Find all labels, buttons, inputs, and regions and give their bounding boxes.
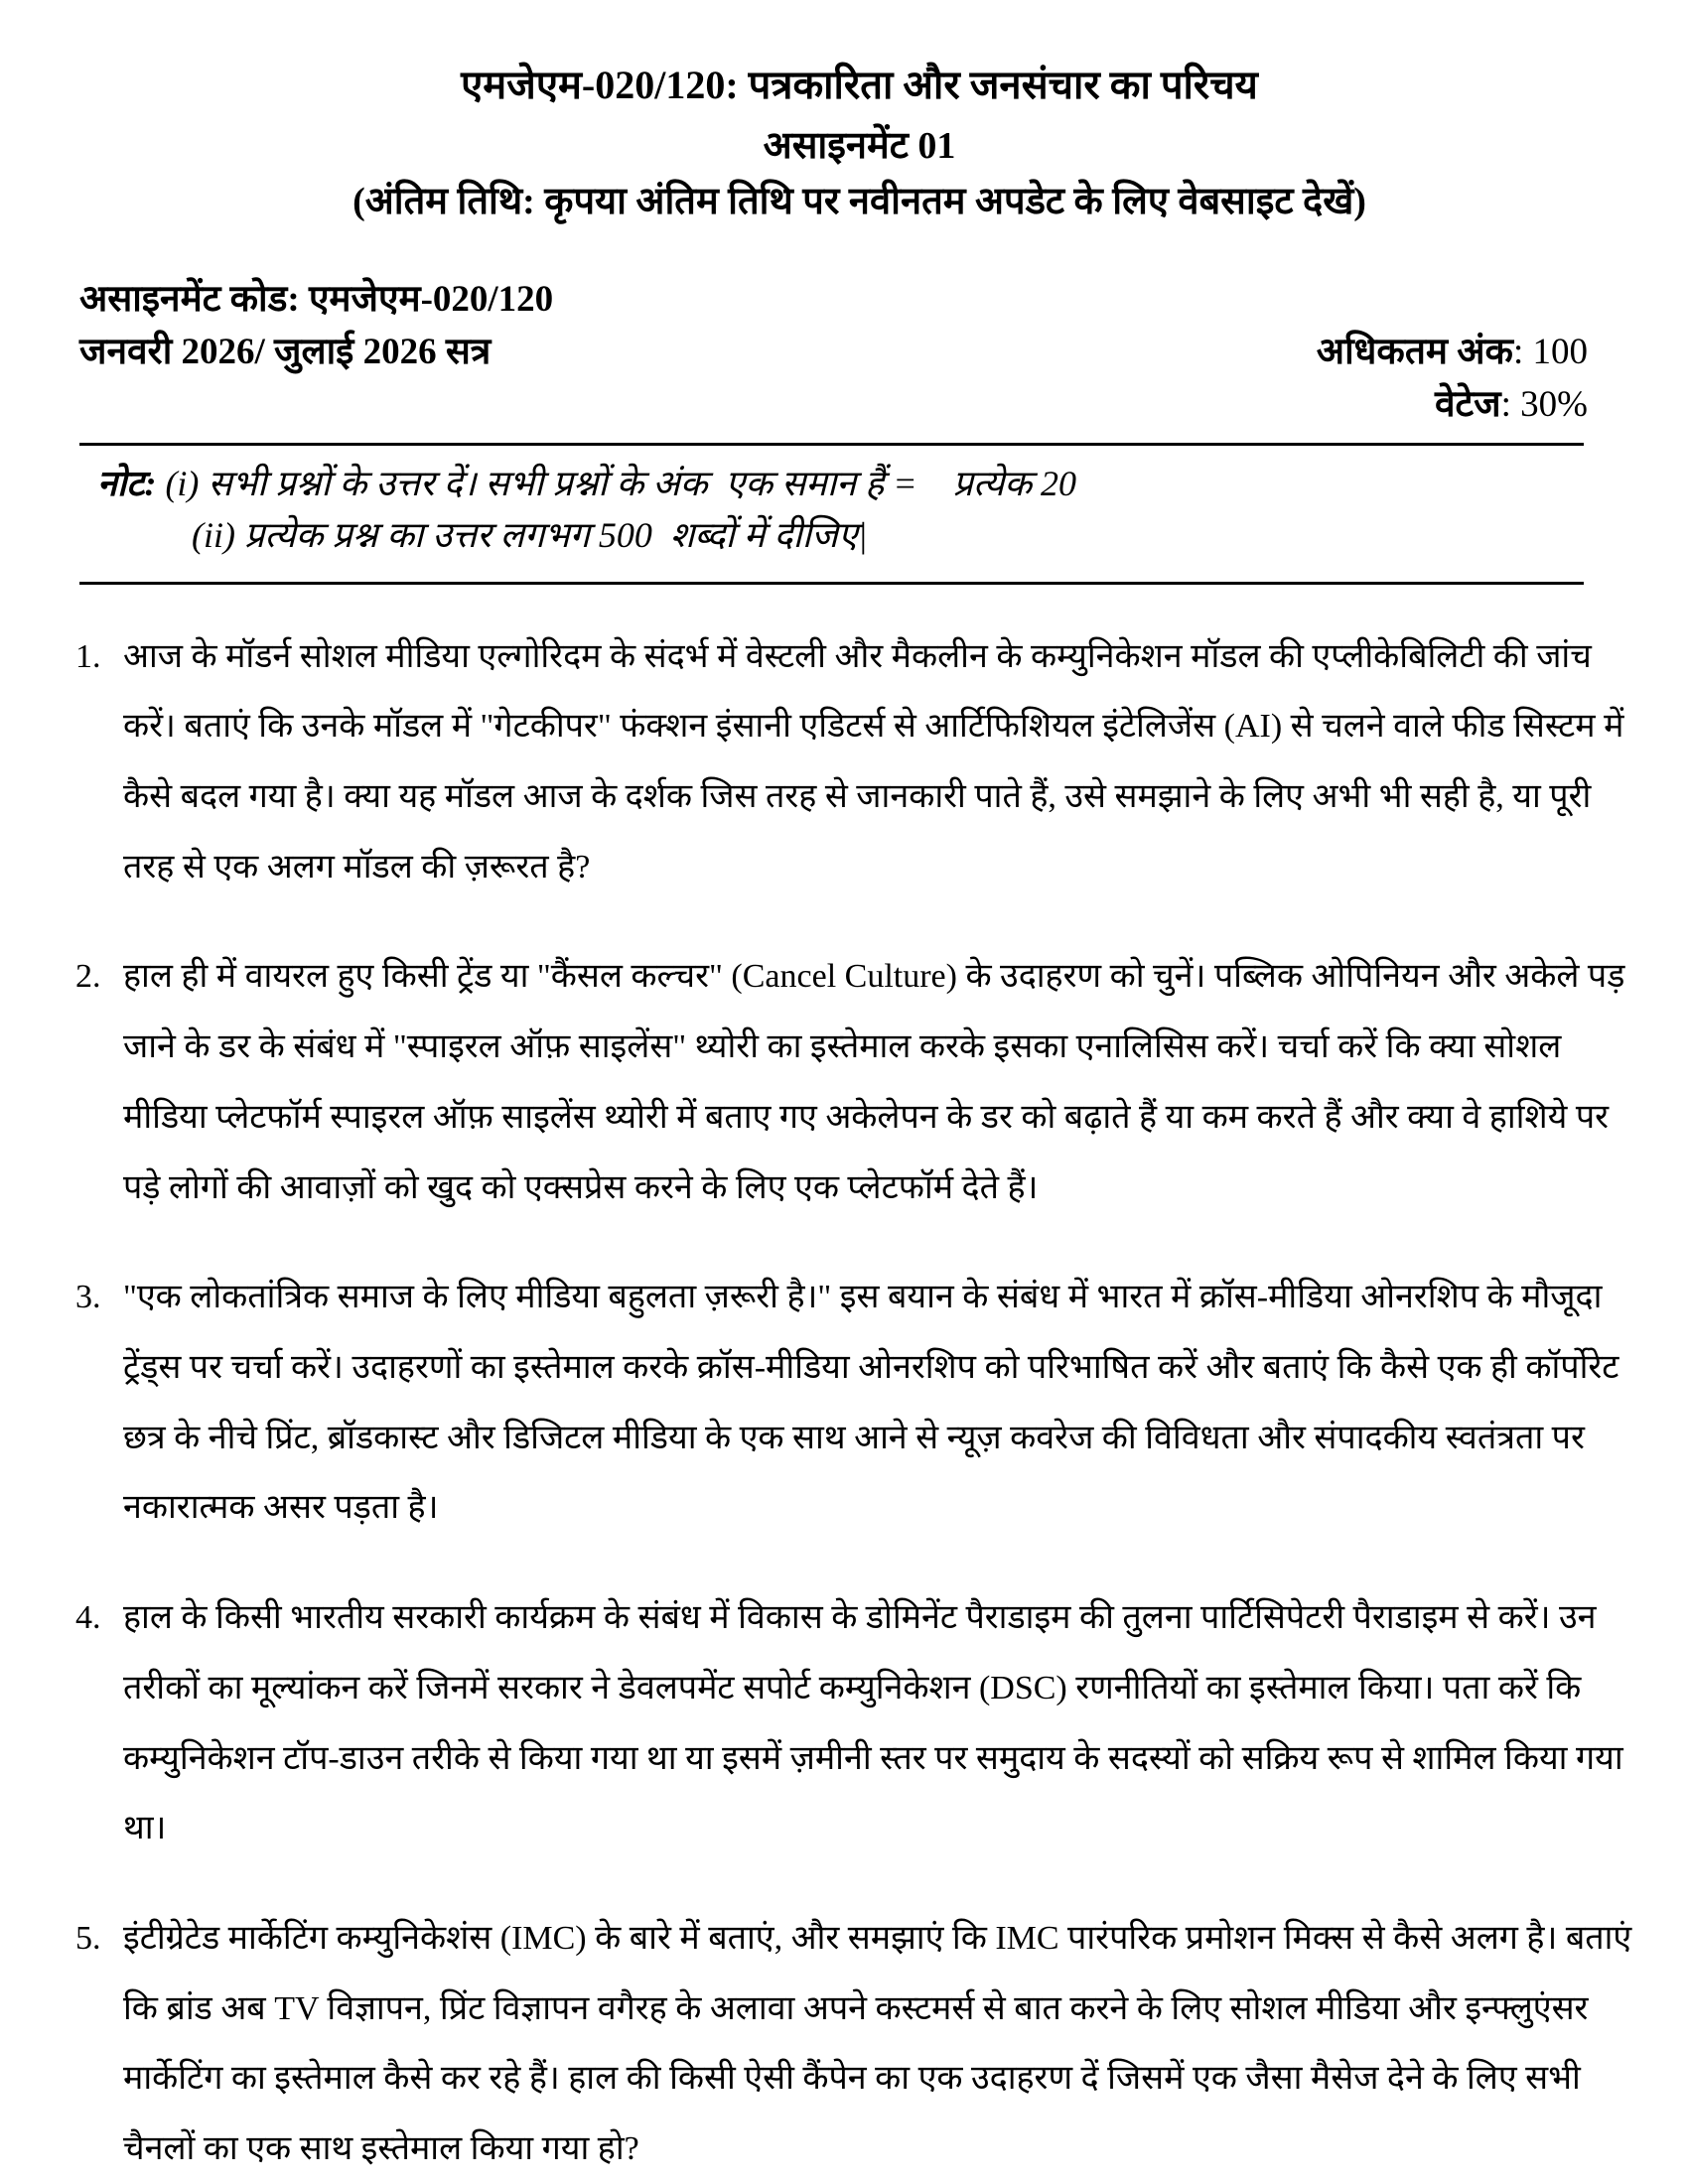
question-item-2 [75, 942, 1643, 1223]
question-item-3 [75, 1263, 1643, 1544]
max-marks [1317, 327, 1588, 379]
weightage [1317, 379, 1588, 432]
question-item-4 [75, 1583, 1643, 1864]
note-item-2: (ii) प्रत्येक प्रश्न का उत्तर लगभग 500 शब्दों में दीजिए| [192, 515, 868, 556]
question-number: 4. [75, 1599, 101, 1637]
question-number: 1. [75, 637, 101, 675]
assignment-number: असाइनमेंट 01 [763, 125, 956, 167]
meta-block [79, 274, 1588, 431]
weightage-value: : 30% [1500, 383, 1588, 425]
question-text: इंटीग्रेटेड मार्केटिंग कम्युनिकेशंस (IMC) के बारे में बताएं, और समझाएं कि IMC पारंपरिक प्रमोशन मिक्स से कैसे अलग है। बताएं कि ब्रांड अब TV विज्ञापन, प्रिंट विज्ञापन वगैरह के अलावा अपने कस्टमर्स से बात करने के लिए सोशल मीडिया और इन्फ्लुएंसर मार्केटिंग का इस्तेमाल कैसे कर रहे हैं। हाल की किसी ऐसी कैंपेन का एक उदाहरण दें जिसमें एक जैसा मैसेज देने के लिए सभी चैनलों का एक साथ इस्तेमाल किया गया हो? [123, 1920, 1632, 2168]
question-item-1 [75, 622, 1643, 903]
meta-left-column [79, 274, 553, 378]
question-number: 2. [75, 958, 101, 996]
note-label: नोट: [97, 464, 157, 504]
deadline-note: (अंतिम तिथि: कृपया अंतिम तिथि पर नवीनतम अपडेट के लिए वेबसाइट देखें) [352, 180, 1366, 222]
question-number: 3. [75, 1279, 101, 1316]
meta-right-column [1317, 274, 1588, 431]
weightage-label: वेटेज [1434, 383, 1501, 425]
question-text: आज के मॉडर्न सोशल मीडिया एल्गोरिदम के संदर्भ में वेस्टली और मैकलीन के कम्युनिकेशन मॉडल की एप्लीकेबिलिटी की जांच करें। बताएं कि उनके मॉडल में "गेटकीपर" फंक्शन इंसानी एडिटर्स से आर्टिफिशियल इंटेलिजेंस (AI) से चलने वाले फीड सिस्टम में कैसे बदल गया है। क्या यह मॉडल आज के दर्शक जिस तरह से जानकारी पाते हैं, उसे समझाने के लिए अभी भी सही है, या पूरी तरह से एक अलग मॉडल की ज़रूरत है? [123, 637, 1624, 886]
assignment-code: असाइनमेंट कोड: एमजेएम-020/120 [79, 279, 554, 321]
note-item-1: (i) सभी प्रश्नों के उत्तर दें। सभी प्रश्नों के अंक एक समान हैं = प्रत्येक 20 [165, 464, 1076, 504]
question-list [75, 622, 1643, 2184]
title-block [75, 56, 1643, 228]
question-text: हाल के किसी भारतीय सरकारी कार्यक्रम के संबंध में विकास के डोमिनेंट पैराडाइम की तुलना पार्टिसिपेटरी पैराडाइम से करें। उन तरीकों का मूल्यांकन करें जिनमें सरकार ने डेवलपमेंट सपोर्ट कम्युनिकेशन (DSC) रणनीतियों का इस्तेमाल किया। पता करें कि कम्युनिकेशन टॉप-डाउन तरीके से किया गया था या इसमें ज़मीनी स्तर पर समुदाय के सदस्यों को सक्रिय रूप से शामिल किया गया था। [123, 1599, 1623, 1847]
note-line-1 [97, 458, 1584, 509]
course-title: एमजेएम-020/120: पत्रकारिता और जनसंचार का परिचय [461, 63, 1258, 107]
note-box [79, 443, 1584, 584]
question-text: हाल ही में वायरल हुए किसी ट्रेंड या "कैंसल कल्चर" (Cancel Culture) के उदाहरण को चुनें। पब्लिक ओपिनियन और अकेले पड़ जाने के डर के संबंध में "स्पाइरल ऑफ़ साइलेंस" थ्योरी का इस्तेमाल करके इसका एनालिसिस करें। चर्चा करें कि क्या सोशल मीडिया प्लेटफॉर्म स्पाइरल ऑफ़ साइलेंस थ्योरी में बताए गए अकेलेपन के डर को बढ़ाते हैं या कम करते हैं और क्या वे हाशिये पर पड़े लोगों की आवाज़ों को खुद को एक्सप्रेस करने के लिए एक प्लेटफॉर्म देते हैं। [123, 958, 1625, 1206]
max-marks-value: : 100 [1512, 332, 1588, 373]
question-item-5 [75, 1904, 1643, 2184]
max-marks-label: अधिकतम अंक [1316, 332, 1513, 373]
note-line-2 [97, 509, 1584, 561]
question-number: 5. [75, 1920, 101, 1958]
question-text: "एक लोकतांत्रिक समाज के लिए मीडिया बहुलता ज़रूरी है।" इस बयान के संबंध में भारत में क्रॉस-मीडिया ओनरशिप के मौजूदा ट्रेंड्स पर चर्चा करें। उदाहरणों का इस्तेमाल करके क्रॉस-मीडिया ओनरशिप को परिभाषित करें और बताएं कि कैसे एक ही कॉर्पोरेट छत्र के नीचे प्रिंट, ब्रॉडकास्ट और डिजिटल मीडिया के एक साथ आने से न्यूज़ कवरेज की विविधता और संपादकीय स्वतंत्रता पर नकारात्मक असर पड़ता है। [123, 1279, 1619, 1527]
session: जनवरी 2026/ जुलाई 2026 सत्र [79, 331, 492, 372]
